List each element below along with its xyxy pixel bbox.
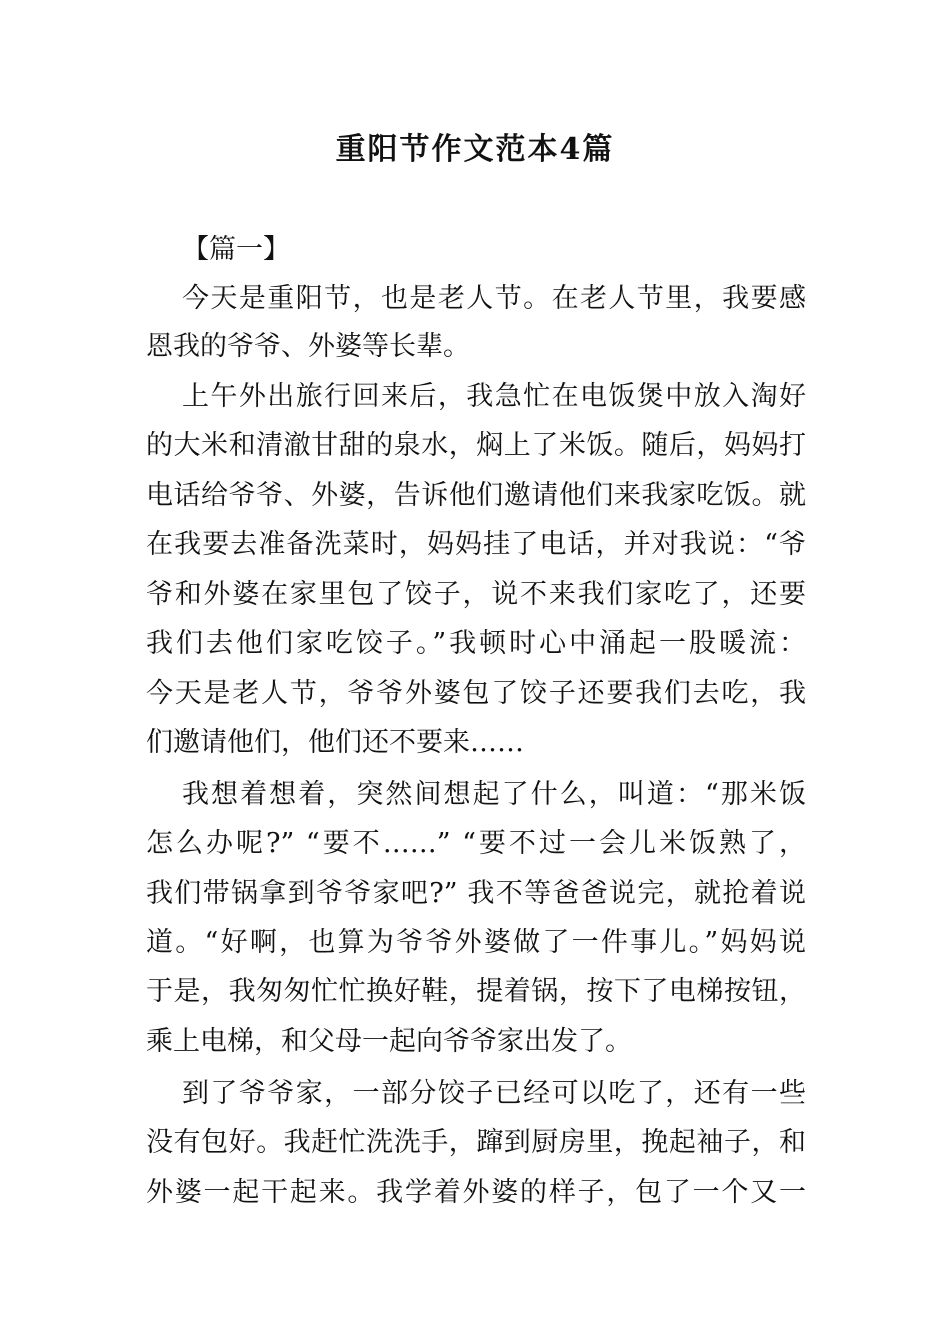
text-line: 我们带锅拿到爷爷家吧?” 我不等爸爸说完，就抢着说	[146, 878, 806, 909]
text-line: 道。“好啊，也算为爷爷外婆做了一件事儿。”妈妈说	[146, 927, 806, 958]
text-line: 上午外出旅行回来后，我急忙在电饭煲中放入淘好	[182, 381, 806, 412]
text-line: 怎么办呢?” “要不……” “要不过一会儿米饭熟了，	[146, 828, 806, 859]
text-line: 没有包好。我赶忙洗洗手，蹿到厨房里，挽起袖子，和	[146, 1127, 806, 1158]
text-line: 恩我的爷爷、外婆等长辈。	[146, 331, 470, 362]
text-line: 在我要去准备洗菜时，妈妈挂了电话，并对我说：“爷	[146, 529, 806, 560]
text-line: 乘上电梯，和父母一起向爷爷家出发了。	[146, 1026, 632, 1057]
text-line: 们邀请他们，他们还不要来……	[146, 727, 524, 758]
text-line: 爷和外婆在家里包了饺子，说不来我们家吃了，还要	[146, 579, 806, 610]
text-line: 电话给爷爷、外婆，告诉他们邀请他们来我家吃饭。就	[146, 480, 806, 511]
text-line: 今天是重阳节，也是老人节。在老人节里，我要感	[182, 283, 806, 314]
text-line: 到了爷爷家，一部分饺子已经可以吃了，还有一些	[182, 1078, 806, 1109]
text-line: 今天是老人节，爷爷外婆包了饺子还要我们去吃，我	[146, 678, 806, 709]
text-line: 我想着想着，突然间想起了什么，叫道：“那米饭	[182, 779, 806, 810]
document-title: 重阳节作文范本4篇	[335, 132, 615, 167]
text-line: 我们去他们家吃饺子。”我顿时心中涌起一股暖流：	[146, 628, 806, 659]
text-line: 于是，我匆匆忙忙换好鞋，提着锅，按下了电梯按钮，	[146, 976, 806, 1007]
text-line: 外婆一起干起来。我学着外婆的样子，包了一个又一	[146, 1177, 806, 1208]
section-heading: 【篇一】	[182, 234, 290, 265]
text-line: 的大米和清澈甘甜的泉水，焖上了米饭。随后，妈妈打	[146, 430, 806, 461]
